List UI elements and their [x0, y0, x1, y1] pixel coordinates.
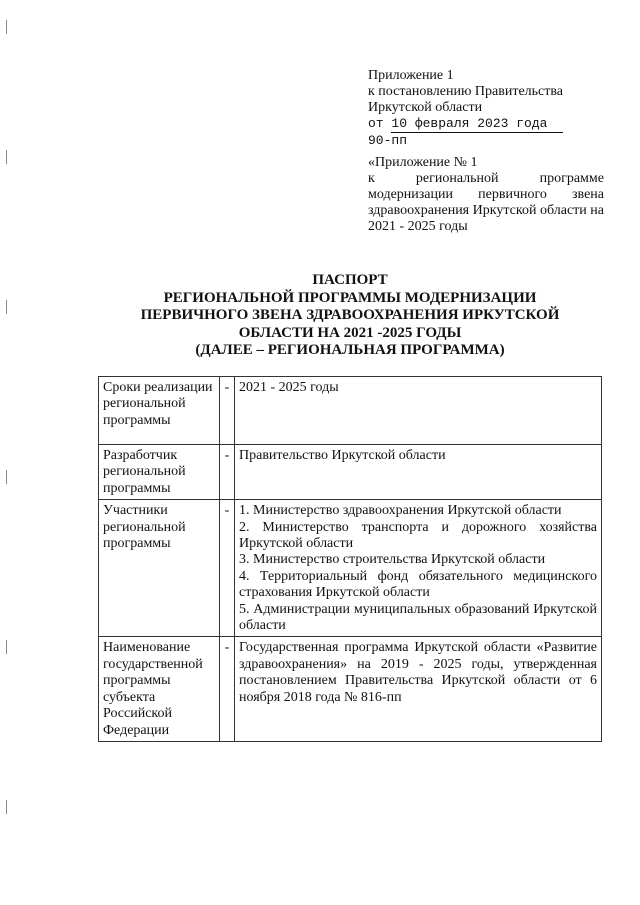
appendix-line: «Приложение № 1	[368, 155, 478, 170]
scan-margin-mark	[6, 800, 7, 814]
table-row	[99, 377, 602, 445]
scan-margin-mark	[6, 150, 7, 164]
row-value: Государственная программа Иркутской области «Развитие здравоохранения» на 2019 - 2025 годы, утвержденная постановлением Правительства Иркутской области от 6 ноября 2018 года № 816-пп	[235, 637, 602, 741]
scan-margin-mark	[6, 640, 7, 654]
appendix-line: к постановлению Правительства	[368, 84, 564, 99]
row-separator: -	[220, 377, 235, 445]
row-separator: -	[220, 637, 235, 741]
table-row	[99, 637, 602, 741]
row-label: Сроки реализации региональной программы	[99, 377, 220, 445]
list-item: 3. Министерство строительства Иркутской области	[239, 552, 546, 568]
appendix-date	[368, 116, 604, 133]
date-prefix: от	[368, 116, 384, 131]
list-item: 1. Министерство здравоохранения Иркутской области	[239, 503, 562, 519]
title-line: ОБЛАСТИ НА 2021 -2025 ГОДЫ	[238, 324, 462, 341]
appendix-header	[368, 68, 604, 235]
row-value: Правительство Иркутской области	[235, 445, 602, 500]
table-row	[99, 500, 602, 637]
row-label: Участники региональной программы	[99, 500, 220, 637]
appendix-line: Приложение 1	[368, 68, 454, 83]
page-title	[96, 272, 604, 360]
row-value	[235, 500, 602, 637]
table-row	[99, 445, 602, 500]
appendix-line: к региональной программе модернизации первичного звена здравоохранения Иркутской области на 2021 - 2025 годы	[368, 171, 604, 234]
row-separator: -	[220, 445, 235, 500]
list-item: 4. Территориальный фонд обязательного медицинского страхования Иркутской области	[239, 568, 597, 601]
passport-table	[98, 376, 602, 742]
row-value: 2021 - 2025 годы	[235, 377, 602, 445]
scan-margin-mark	[6, 300, 7, 314]
appendix-line: Иркутской области	[368, 100, 483, 115]
row-label: Наименование государственной программы субъекта Российской Федерации	[99, 637, 220, 741]
list-item: 5. Администрации муниципальных образований Иркутской области	[239, 601, 597, 634]
row-label: Разработчик региональной программы	[99, 445, 220, 500]
date-value: 10 февраля 2023 года	[391, 116, 563, 133]
row-separator: -	[220, 500, 235, 637]
title-line: РЕГИОНАЛЬНОЙ ПРОГРАММЫ МОДЕРНИЗАЦИИ	[163, 289, 537, 306]
scan-margin-mark	[6, 20, 7, 34]
scan-margin-mark	[6, 470, 7, 484]
title-line: ПЕРВИЧНОГО ЗВЕНА ЗДРАВООХРАНЕНИЯ ИРКУТСКОЙ	[140, 307, 560, 324]
title-line: ПАСПОРТ	[312, 272, 388, 288]
title-line: (ДАЛЕЕ – РЕГИОНАЛЬНАЯ ПРОГРАММА)	[195, 342, 505, 359]
list-item: 2. Министерство транспорта и дорожного хозяйства Иркутской области	[239, 519, 597, 552]
decree-number: 90-пп	[368, 133, 408, 148]
